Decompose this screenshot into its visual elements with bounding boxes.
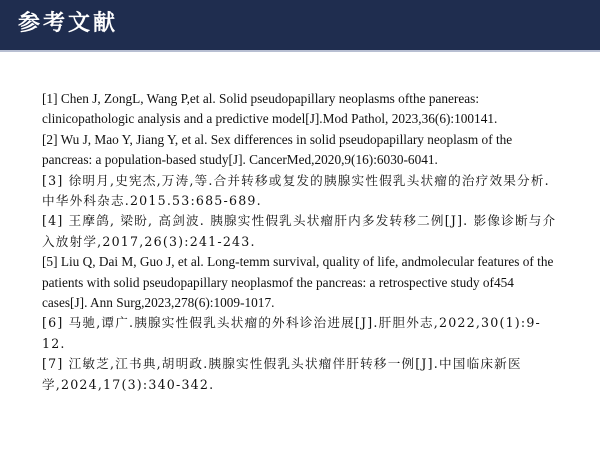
reference-list xyxy=(42,89,562,395)
title-bar xyxy=(0,0,600,50)
reference-item-6: [6] 马驰,谭广.胰腺实性假乳头状瘤的外科诊治进展[J].肝胆外志,2022,30(1):9-12. xyxy=(42,315,542,351)
reference-item-1: [1] Chen J, ZongL, Wang P,et al. Solid pseudopapillary neoplasms ofthe panereas: clinicopathologic analysis and a predictive model[J].Mod Pathol, 2023,36(6):100141. xyxy=(42,91,498,127)
page-title: 参考文献 xyxy=(18,11,119,36)
reference-item-2: [2] Wu J, Mao Y, Jiang Y, et al. Sex differences in solid pseudopapillary neoplasm of the pancreas: a population-based study[J]. CancerMed,2020,9(16):6030-6041. xyxy=(42,131,513,168)
reference-item-7: [7] 江敏芝,江书典,胡明政.胰腺实性假乳头状瘤伴肝转移一例[J].中国临床新医学,2024,17(3):340-342. xyxy=(42,356,522,392)
reference-item-4: [4] 王摩鸽, 梁盼, 高剑波. 胰腺实性假乳头状瘤肝内多发转移二例[J]. 影像诊断与介入放射学,2017,26(3):241-243. xyxy=(42,213,557,249)
title-bar-divider xyxy=(0,50,600,52)
reference-item-3: [3] 徐明月,史宪杰,万涛,等.合并转移或复发的胰腺实性假乳头状瘤的治疗效果分析.中华外科杂志.2015.53:685-689. xyxy=(42,172,550,209)
reference-item-5: [5] Liu Q, Dai M, Guo J, et al. Long-temm survival, quality of life, andmolecular features of the patients with solid pseudopapillary neoplasmof the pancreas: a retrospective study of454 cases[J]. Ann Surg,2023,278(6):1009-1017. xyxy=(42,254,554,311)
